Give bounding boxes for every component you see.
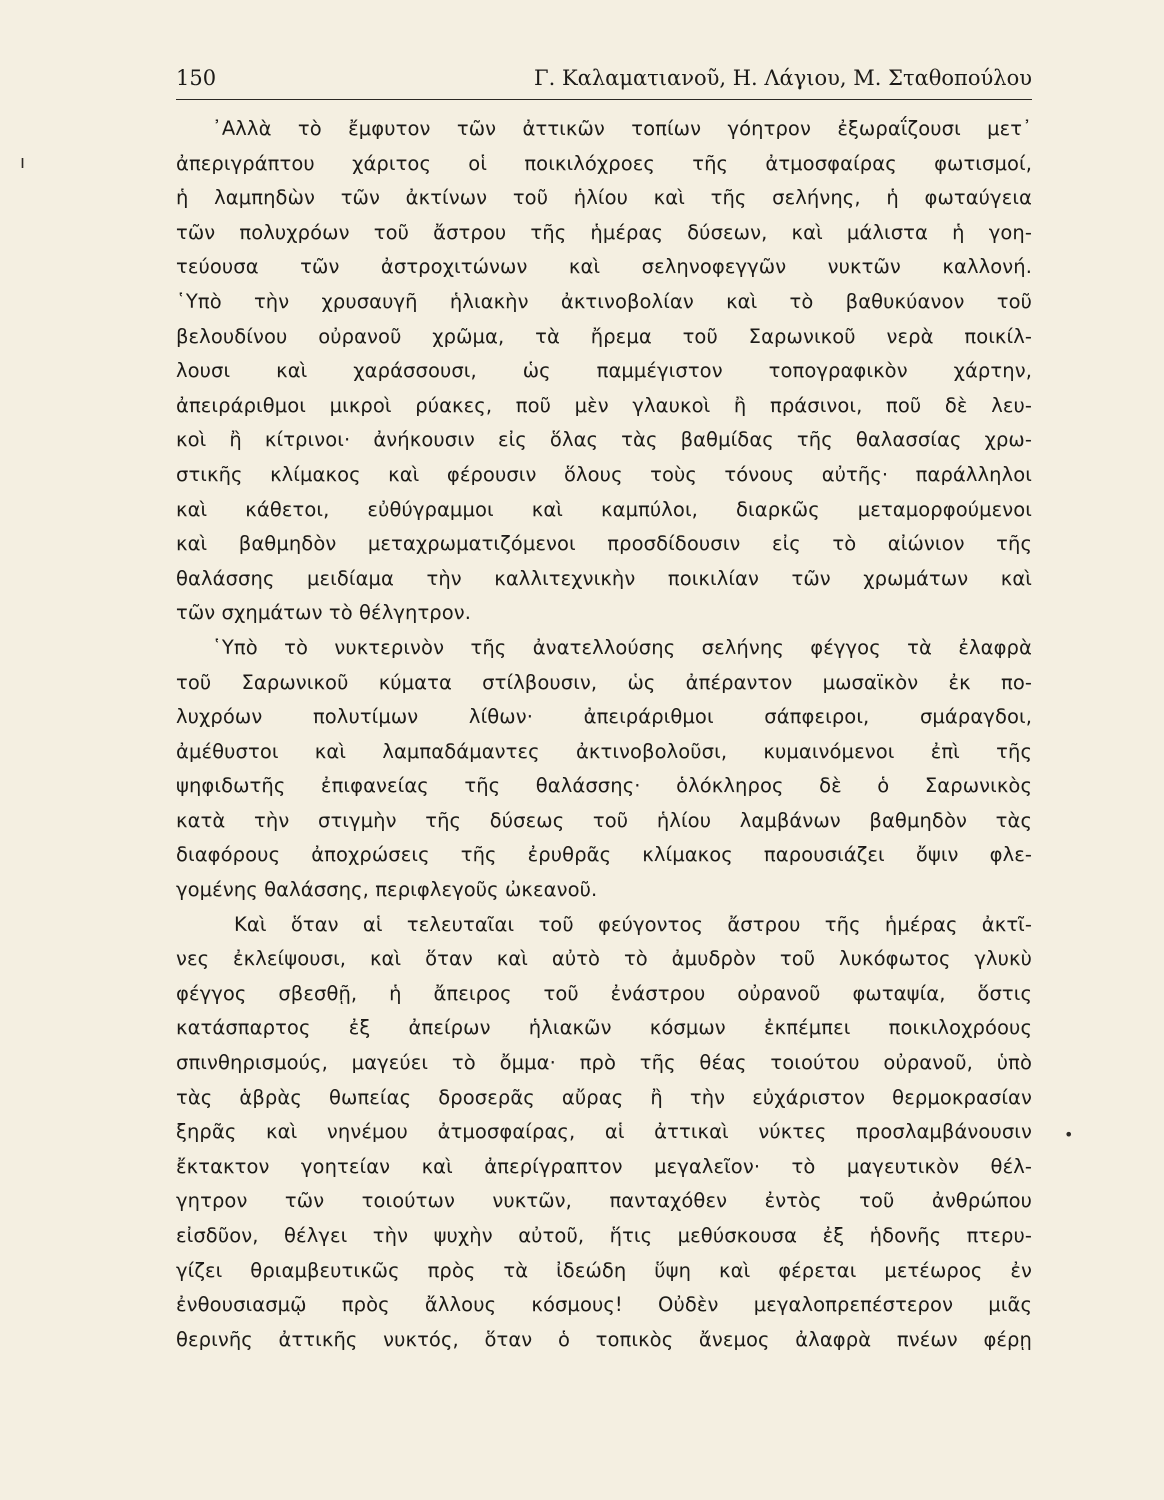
text-line: ἀπεριγράπτου χάριτος οἱ ποικιλόχροες τῆς ἀτμοσφαίρας φωτισμοί,: [176, 151, 1032, 175]
text-line: ἀπειράριθμοι μικροὶ ρύακες, ποῦ μὲν γλαυκοὶ ἢ πράσινοι, ποῦ δὲ λευ-: [176, 393, 1032, 417]
text-line: ἀμέθυστοι καὶ λαμπαδάμαντες ἀκτινοβολοῦσι, κυμαινόμενοι ἐπὶ τῆς: [176, 739, 1032, 763]
page-number: 150: [176, 66, 217, 90]
text-line: τῶν σχημάτων τὸ θέλγητρον.: [176, 601, 472, 625]
text-line: σπινθηρισμούς, μαγεύει τὸ ὄμμα· πρὸ τῆς θέας τοιούτου οὐρανοῦ, ὑπὸ: [176, 1051, 1032, 1075]
text-line: ξηρᾶς καὶ νηνέμου ἀτμοσφαίρας, αἱ ἀττικαὶ νύκτες προσλαμβάνουσιν: [176, 1120, 1032, 1144]
text-line: ᾿Αλλὰ τὸ ἔμφυτον τῶν ἀττικῶν τοπίων γόητρον ἐξωραΐζουσι μετ᾿: [212, 117, 1032, 140]
text-line: λυχρόων πολυτίμων λίθων· ἀπειράριθμοι σάπφειροι, σμάραγδοι,: [176, 705, 1032, 729]
text-line: γίζει θριαμβευτικῶς πρὸς τὰ ἰδεώδη ὕψη καὶ φέρεται μετέωρος ἐν: [176, 1258, 1032, 1282]
text-line: καὶ βαθμηδὸν μεταχρωματιζόμενοι προσδίδουσιν εἰς τὸ αἰώνιον τῆς: [176, 532, 1032, 556]
text-line: ῾Υπὸ τὸ νυκτερινὸν τῆς ἀνατελλούσης σελήνης φέγγος τὰ ἐλαφρὰ: [212, 635, 1032, 659]
text-line: τὰς ἁβρὰς θωπείας δροσερᾶς αὔρας ἢ τὴν εὐχάριστον θερμοκρασίαν: [176, 1085, 1032, 1109]
text-line: γητρον τῶν τοιούτων νυκτῶν, πανταχόθεν ἐντὸς τοῦ ἀνθρώπου: [176, 1189, 1032, 1213]
text-line: ἔκτακτον γοητείαν καὶ ἀπερίγραπτον μεγαλεῖον· τὸ μαγευτικὸν θέλ-: [176, 1154, 1032, 1178]
text-line: τῶν πολυχρόων τοῦ ἄστρου τῆς ἡμέρας δύσεων, καὶ μάλιστα ἡ γοη-: [176, 220, 1032, 244]
text-line: γομένης θαλάσσης, περιφλεγοῦς ὠκεανοῦ.: [176, 878, 598, 902]
text-line: θαλάσσης μειδίαμα τὴν καλλιτεχνικὴν ποικιλίαν τῶν χρωμάτων καὶ: [176, 566, 1032, 590]
text-line: ἐνθουσιασμῷ πρὸς ἄλλους κόσμους! Οὐδὲν μεγαλοπρεπέστερον μιᾶς: [176, 1293, 1032, 1317]
text-line: στικῆς κλίμακος καὶ φέρουσιν ὅλους τοὺς τόνους αὐτῆς· παράλληλοι: [176, 462, 1032, 486]
text-line: κατὰ τὴν στιγμὴν τῆς δύσεως τοῦ ἡλίου λαμβάνων βαθμηδὸν τὰς: [176, 808, 1032, 832]
margin-mark-right: •: [1064, 1125, 1074, 1144]
text-line: τεύουσα τῶν ἀστροχιτώνων καὶ σεληνοφεγγῶν νυκτῶν καλλονή.: [176, 255, 1032, 279]
text-line: εἰσδῦον, θέλγει τὴν ψυχὴν αὐτοῦ, ἥτις μεθύσκουσα ἐξ ἡδονῆς πτερυ-: [176, 1224, 1032, 1247]
header-rule: [176, 99, 1032, 100]
text-line: τοῦ Σαρωνικοῦ κύματα στίλβουσιν, ὡς ἀπέραντον μωσαϊκὸν ἐκ πο-: [176, 670, 1032, 694]
running-head: [176, 62, 1032, 94]
text-line: ἡ λαμπηδὼν τῶν ἀκτίνων τοῦ ἡλίου καὶ τῆς σελήνης, ἡ φωταύγεια: [176, 186, 1032, 210]
text-line: κοὶ ἢ κίτρινοι· ἀνήκουσιν εἰς ὅλας τὰς βαθμίδας τῆς θαλασσίας χρω-: [176, 428, 1032, 452]
text-line: διαφόρους ἀποχρώσεις τῆς ἐρυθρᾶς κλίμακος παρουσιάζει ὄψιν φλε-: [176, 843, 1032, 867]
margin-mark-left: ı: [20, 152, 26, 173]
text-line: ῾Υπὸ τὴν χρυσαυγῆ ἡλιακὴν ἀκτινοβολίαν καὶ τὸ βαθυκύανον τοῦ: [176, 289, 1032, 313]
text-line: θερινῆς ἀττικῆς νυκτός, ὅταν ὁ τοπικὸς ἄνεμος ἀλαφρὰ πνέων φέρῃ: [176, 1327, 1032, 1351]
text-line: καὶ κάθετοι, εὐθύγραμμοι καὶ καμπύλοι, διαρκῶς μεταμορφούμενοι: [176, 497, 1032, 521]
text-line: Καὶ ὅταν αἱ τελευταῖαι τοῦ φεύγοντος ἄστρου τῆς ἡμέρας ἀκτῖ-: [234, 912, 1032, 936]
text-line: λουσι καὶ χαράσσουσι, ὡς παμμέγιστον τοπογραφικὸν χάρτην,: [176, 359, 1032, 383]
text-line: κατάσπαρτος ἐξ ἀπείρων ἡλιακῶν κόσμων ἐκπέμπει ποικιλοχρόους: [176, 1016, 1032, 1040]
text-line: νες ἐκλείψουσι, καὶ ὅταν καὶ αὐτὸ τὸ ἀμυδρὸν τοῦ λυκόφωτος γλυκὺ: [176, 947, 1032, 971]
running-head-authors: Γ. Καλαματιανοῦ, Η. Λάγιου, Μ. Σταθοπούλου: [534, 66, 1032, 90]
text-line: βελουδίνου οὐρανοῦ χρῶμα, τὰ ἤρεμα τοῦ Σαρωνικοῦ νερὰ ποικίλ-: [176, 324, 1032, 348]
text-line: φέγγος σβεσθῇ, ἡ ἄπειρος τοῦ ἐνάστρου οὐρανοῦ φωταψία, ὅστις: [176, 981, 1032, 1005]
body-text: [176, 112, 1032, 1357]
text-line: ψηφιδωτῆς ἐπιφανείας τῆς θαλάσσης· ὁλόκληρος δὲ ὁ Σαρωνικὸς: [176, 774, 1032, 798]
